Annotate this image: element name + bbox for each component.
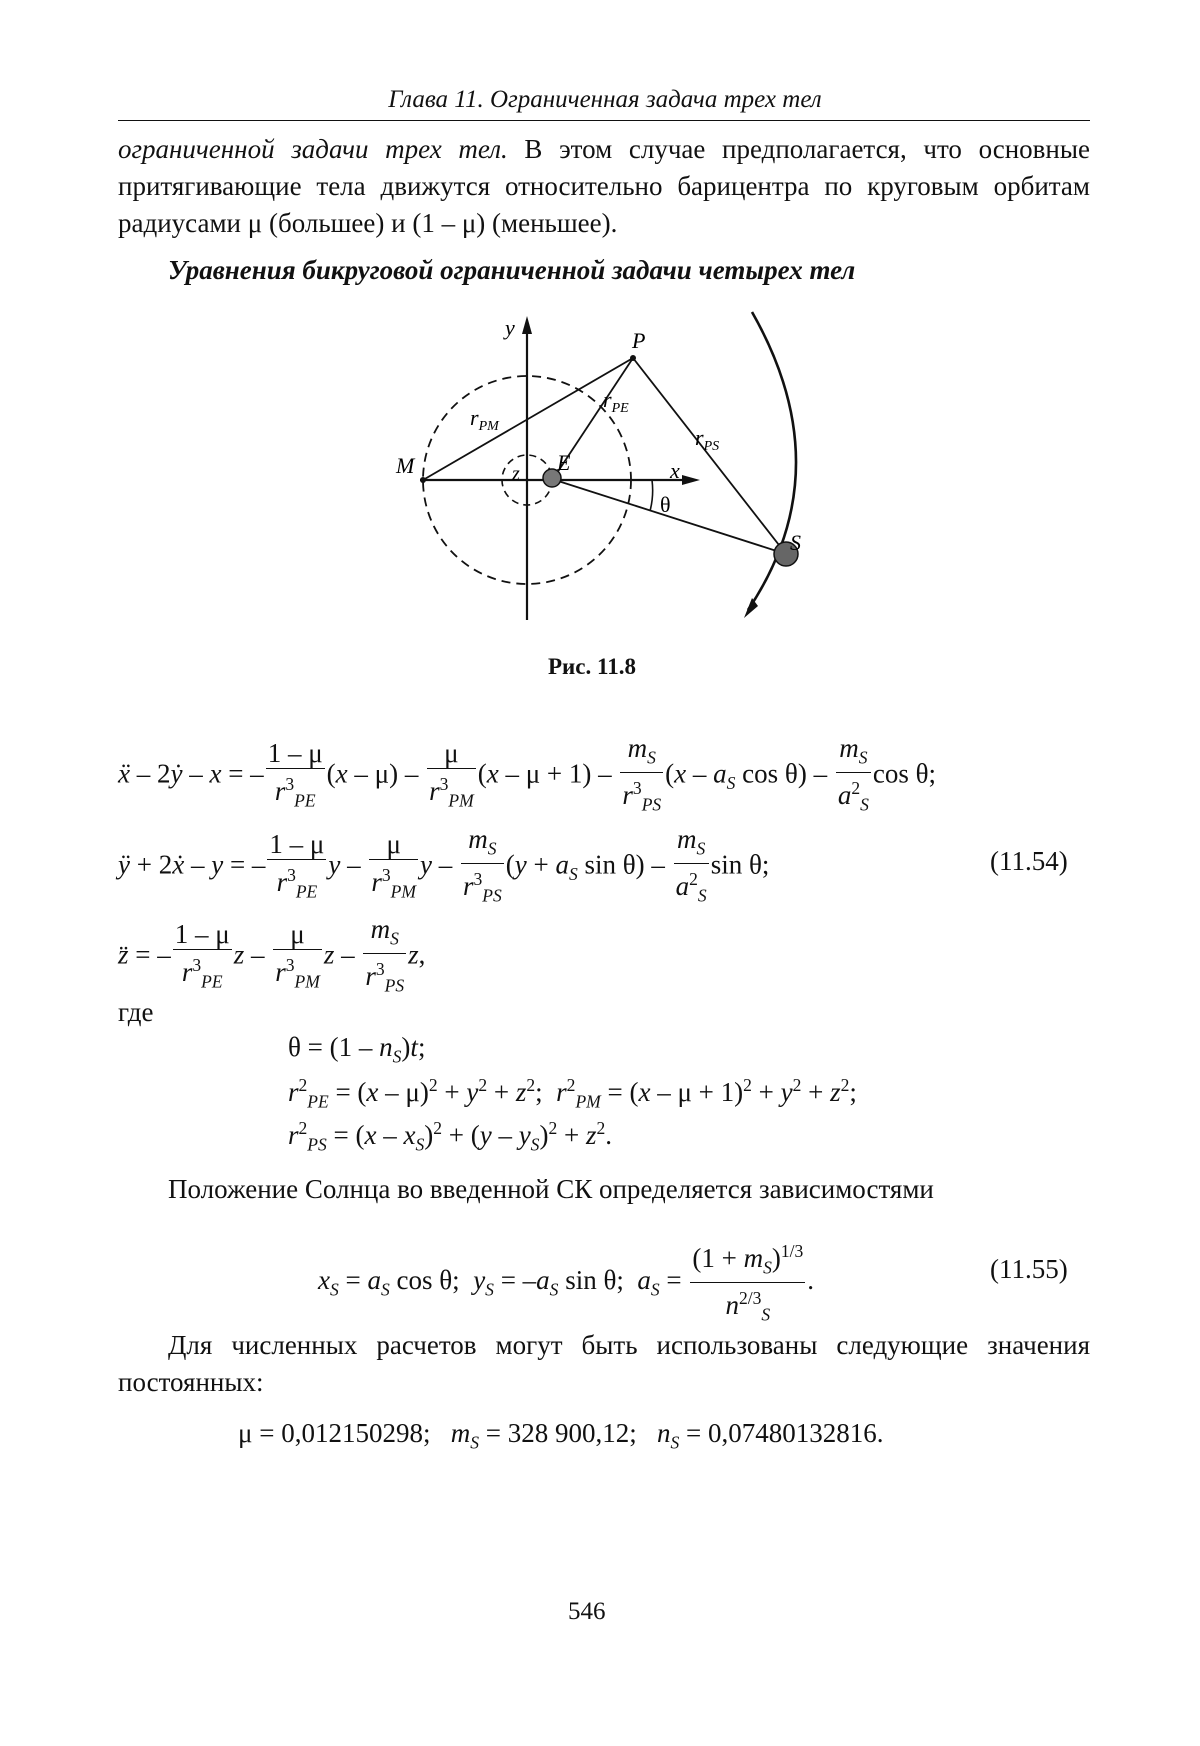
intro-italic: ограниченной задачи трех тел. [118,134,508,164]
where-label: где [118,997,154,1027]
figure-caption: Рис. 11.8 [548,654,636,679]
label-e: E [557,450,571,475]
label-r-pe: $r_{PE}$ [603,387,629,416]
x-axis-arrow [682,475,700,485]
definition-rps: $r^2_{PS} = (x - x_S)^2 + (y - y_S)^2 + z^2$. [288,1118,612,1155]
equation-number-1154: (11.54) [990,846,1068,876]
section-subheading: Уравнения бикруговой ограниченной задачи четырех тел [168,255,856,285]
label-x: x [670,458,680,483]
label-p: P [632,328,646,353]
spacecraft-point [630,355,636,361]
intro-paragraph [118,131,1090,242]
equation-x: ẍ – 2ẏ – x = – $\frac{1 - \mu}{r^3_{PE}}$ (x – μ) – $\frac{\mu}{r^3_{PM}}$ (x – μ + 1) – $\frac{m_S}{r^3_{PS}}$ ($x - a_S$ cos θ) – $\frac{m_S}{a^2_S}$ cos θ; [118,733,937,815]
figure-11-8 [380,300,840,630]
equation-1155: $x_S = a_S$ cos θ; $y_S = -a_S$ sin θ; $a_S$ = $\frac{(1 + m_S)^{1/3}}{n^{2/3}_S}$ . [318,1236,814,1330]
sun-orbit-arrow [744,598,758,618]
label-z: z [512,463,520,485]
moon-point [420,477,426,483]
label-y: y [505,315,515,340]
page-number: 546 [568,1598,606,1625]
equation-number-1155: (11.55) [990,1254,1068,1284]
label-s: S [790,530,801,555]
definition-theta: $\theta = (1 - n_S)t$; [288,1032,426,1067]
sun-position-text: Положение Солнца во введенной СК определяется зависимостями [168,1174,934,1204]
running-header: Глава 11. Ограниченная задача трех тел [388,86,822,113]
equation-y: ÿ + 2ẋ – y = – $\frac{1 - \mu}{r^3_{PE}}$ y – $\frac{\mu}{r^3_{PM}}$ y – $\frac{m_S}{r^3_{PS}}$ ($y + a_S$ sin θ) – $\frac{m_S}{a^2_S}$ sin θ; [118,824,770,906]
equation-z: z̈ = – $\frac{1 - \mu}{r^3_{PE}}$ z – $\frac{\mu}{r^3_{PM}}$ z – $\frac{m_S}{r^3_{PS}}$ z, [118,914,426,996]
label-r-pm: $r_{PM}$ [470,405,499,434]
header-rule [118,120,1090,121]
constants-line: μ = 0,012150298; $m_S = 328$ 900,12; $n_S = 0,07480132816$. [238,1418,884,1453]
label-theta: θ [660,492,671,517]
numeric-constants-text: Для численных расчетов могут быть использованы следующие значения постоянных: [118,1330,1090,1397]
definition-rpe-rpm: $r^2_{PE} = (x - \mu)^2 + y^2 + z^2$; $r^2_{PM} = (x - \mu + 1)^2 + y^2 + z^2$; [288,1075,857,1112]
y-axis-arrow [522,316,532,334]
label-m: M [396,453,415,478]
intro-text: В этом случае предполагается, что основные притягивающие тела движутся относительно барицентра по круговым орбитам радиусами μ (большее) и (1 – μ) (меньшее). [118,134,1090,238]
line-p-s [633,358,786,554]
label-r-ps: $r_{PS}$ [695,425,720,454]
theta-arc [650,480,653,511]
